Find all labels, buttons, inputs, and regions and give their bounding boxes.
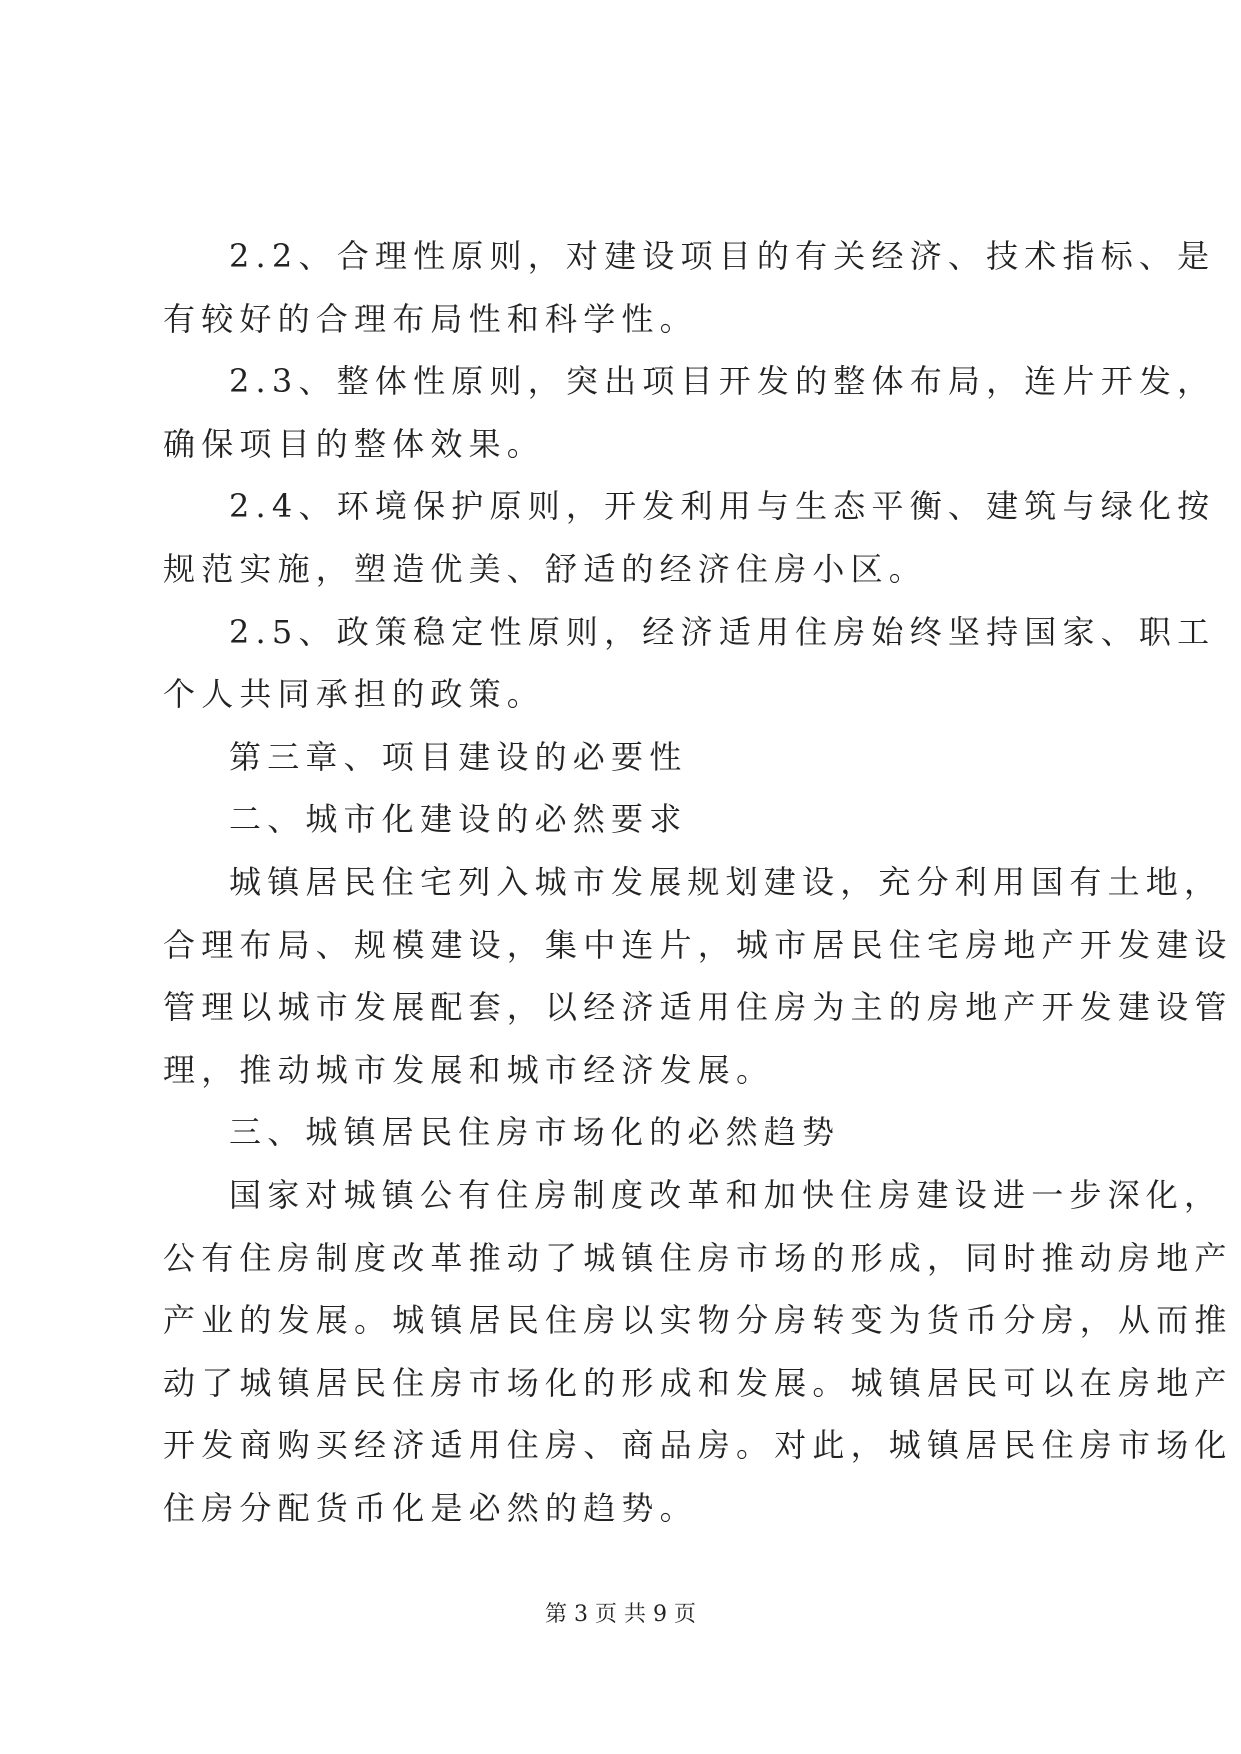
paragraph-line: 个人共同承担的政策。 <box>163 675 546 714</box>
paragraph-line: 动了城镇居民住房市场化的形成和发展。城镇居民可以在房地产 <box>163 1363 1233 1402</box>
paragraph-line: 2.5、政策稳定性原则，经济适用住房始终坚持国家、职工 <box>229 612 1216 651</box>
paragraph-line: 合理布局、规模建设，集中连片，城市居民住宅房地产开发建设 <box>163 925 1233 964</box>
page-footer <box>0 1600 1241 1630</box>
paragraph-line: 产业的发展。城镇居民住房以实物分房转变为货币分房，从而推 <box>163 1301 1233 1340</box>
paragraph-line: 确保项目的整体效果。 <box>163 424 546 463</box>
paragraph-line: 城镇居民住宅列入城市发展规划建设，充分利用国有土地， <box>229 862 1223 901</box>
chapter-heading: 第三章、项目建设的必要性 <box>229 737 688 776</box>
document-body <box>163 225 1233 1539</box>
paragraph-line: 理，推动城市发展和城市经济发展。 <box>163 1050 775 1089</box>
section-heading: 三、城镇居民住房市场化的必然趋势 <box>229 1113 841 1152</box>
paragraph-line: 2.3、整体性原则，突出项目开发的整体布局，连片开发， <box>229 362 1216 401</box>
paragraph-line: 公有住房制度改革推动了城镇住房市场的形成，同时推动房地产 <box>163 1238 1233 1277</box>
section-heading: 二、城市化建设的必然要求 <box>229 800 688 839</box>
paragraph-line: 2.4、环境保护原则，开发利用与生态平衡、建筑与绿化按 <box>229 487 1216 526</box>
paragraph-line: 住房分配货币化是必然的趋势。 <box>163 1488 698 1527</box>
page-number: 第 3 页 共 9 页 <box>545 1602 696 1627</box>
paragraph-line: 国家对城镇公有住房制度改革和加快住房建设进一步深化， <box>229 1175 1223 1214</box>
paragraph-line: 开发商购买经济适用住房、商品房。对此，城镇居民住房市场化 <box>163 1426 1233 1465</box>
paragraph-line: 2.2、合理性原则，对建设项目的有关经济、技术指标、是 <box>229 237 1216 275</box>
paragraph-line: 管理以城市发展配套，以经济适用住房为主的房地产开发建设管 <box>163 988 1233 1027</box>
paragraph-line: 规范实施，塑造优美、舒适的经济住房小区。 <box>163 549 928 588</box>
paragraph-line: 有较好的合理布局性和科学性。 <box>163 299 698 338</box>
